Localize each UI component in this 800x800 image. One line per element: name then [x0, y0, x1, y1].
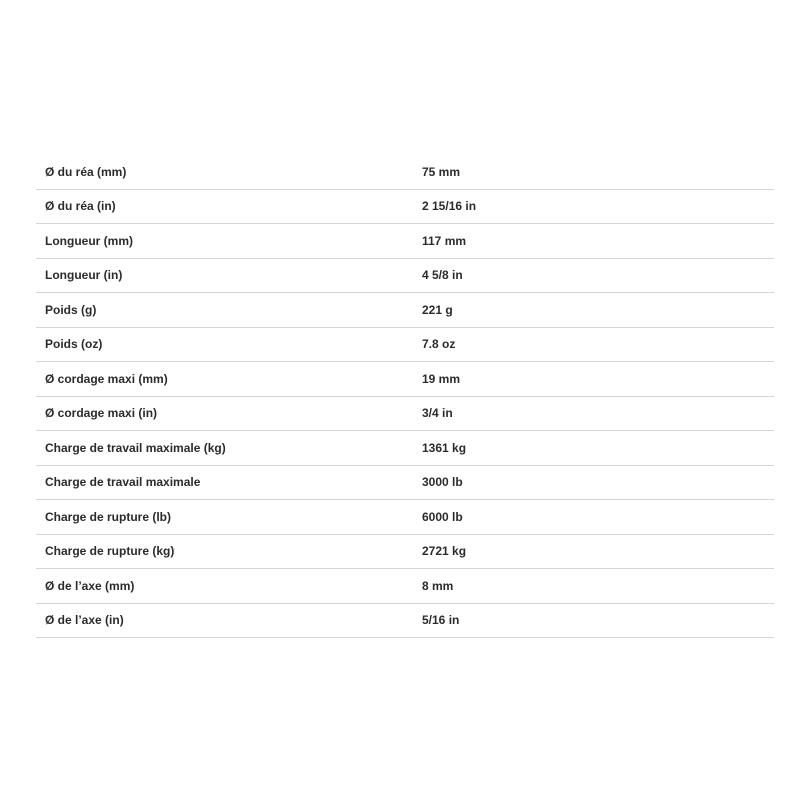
table-row — [36, 293, 774, 328]
table-row — [36, 603, 774, 638]
spec-value: 117 mm — [413, 224, 774, 259]
spec-label: Poids (oz) — [36, 327, 413, 362]
table-row — [36, 258, 774, 293]
table-row — [36, 362, 774, 397]
spec-value: 19 mm — [413, 362, 774, 397]
spec-value: 221 g — [413, 293, 774, 328]
table-row — [36, 189, 774, 224]
spec-label: Ø de l’axe (mm) — [36, 569, 413, 604]
table-row — [36, 224, 774, 259]
spec-value: 2721 kg — [413, 534, 774, 569]
spec-label: Longueur (mm) — [36, 224, 413, 259]
spec-value: 1361 kg — [413, 431, 774, 466]
table-row — [36, 569, 774, 604]
spec-value: 4 5/8 in — [413, 258, 774, 293]
spec-label: Ø cordage maxi (in) — [36, 396, 413, 431]
spec-value: 5/16 in — [413, 603, 774, 638]
spec-label: Charge de travail maximale — [36, 465, 413, 500]
table-row — [36, 327, 774, 362]
spec-value: 6000 lb — [413, 500, 774, 535]
spec-value: 3/4 in — [413, 396, 774, 431]
spec-value: 8 mm — [413, 569, 774, 604]
table-row — [36, 431, 774, 466]
spec-label: Charge de travail maximale (kg) — [36, 431, 413, 466]
spec-value: 2 15/16 in — [413, 189, 774, 224]
spec-table — [36, 155, 774, 638]
spec-label: Ø de l’axe (in) — [36, 603, 413, 638]
spec-value: 7.8 oz — [413, 327, 774, 362]
spec-label: Longueur (in) — [36, 258, 413, 293]
table-row — [36, 155, 774, 189]
spec-label: Charge de rupture (lb) — [36, 500, 413, 535]
table-row — [36, 465, 774, 500]
spec-label: Charge de rupture (kg) — [36, 534, 413, 569]
spec-label: Ø cordage maxi (mm) — [36, 362, 413, 397]
spec-value: 3000 lb — [413, 465, 774, 500]
table-row — [36, 396, 774, 431]
spec-label: Ø du réa (mm) — [36, 155, 413, 189]
spec-value: 75 mm — [413, 155, 774, 189]
table-row — [36, 500, 774, 535]
spec-label: Ø du réa (in) — [36, 189, 413, 224]
table-row — [36, 534, 774, 569]
spec-label: Poids (g) — [36, 293, 413, 328]
